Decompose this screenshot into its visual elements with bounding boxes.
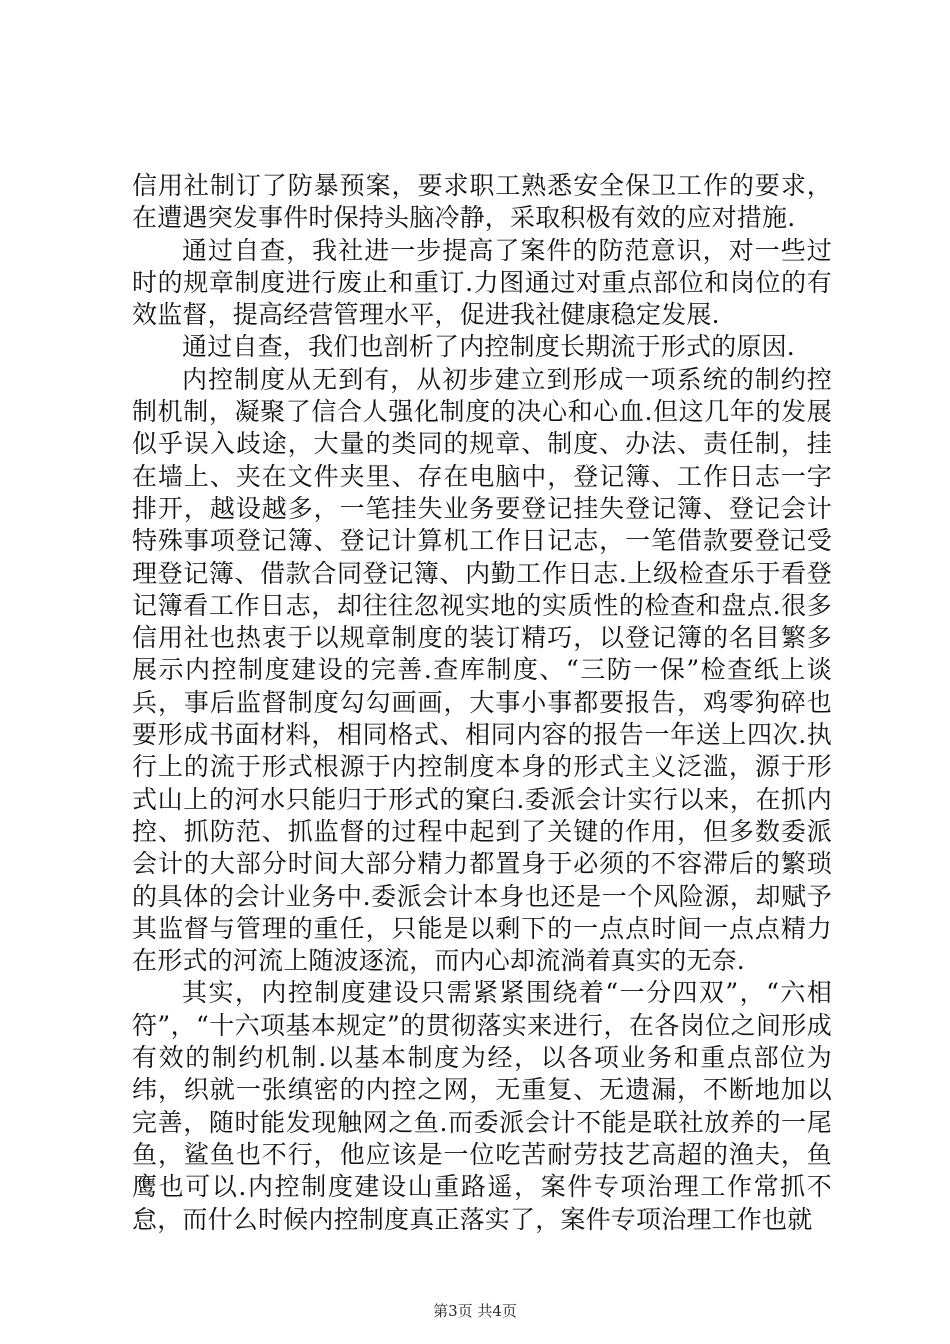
- page-number-footer: 第3页 共4页: [433, 1302, 517, 1320]
- paragraph-2: 通过自查，我社进一步提高了案件的防范意识，对一些过时的规章制度进行废止和重订.力图通过对重点部位和岗位的有效监督，提高经营管理水平，促进我社健康稳定发展.: [132, 235, 832, 330]
- paragraph-1: 信用社制订了防暴预案，要求职工熟悉安全保卫工作的要求，在遭遇突发事件时保持头脑冷静，采取积极有效的应对措施.: [132, 171, 832, 233]
- paragraph-3: 通过自查，我们也剖析了内控制度长期流于形式的原因.: [182, 332, 795, 362]
- paragraph-5: 其实，内控制度建设只需紧紧围绕着“一分四双”，“六相符”，“十六项基本规定”的贯彻落实来进行，在各岗位之间形成有效的制约机制.以基本制度为经，以各项业务和重点部位为纬，织就一张缜密的内控之网，无重复、无遗漏，不断地加以完善，随时能发现触网之鱼.而委派会计不能是联社放养的一尾鱼，鲨鱼也不行，他应该是一位吃苦耐劳技艺高超的渔夫，鱼鹰也可以.内控制度建设山重路遥，案件专项治理工作常抓不怠，而什么时候内控制度真正落实了，案件专项治理工作也就: [132, 978, 832, 1234]
- document-body: [132, 170, 832, 1236]
- paragraph-4: 内控制度从无到有，从初步建立到形成一项系统的制约控制机制，凝聚了信合人强化制度的决心和心血.但这几年的发展似乎误入歧途，大量的类同的规章、制度、办法、责任制，挂在墙上、夹在文件夹里、存在电脑中，登记簿、工作日志一字排开，越设越多，一笔挂失业务要登记挂失登记簿、登记会计特殊事项登记簿、登记计算机工作日记志，一笔借款要登记受理登记簿、借款合同登记簿、内勤工作日志.上级检查乐于看登记簿看工作日志，却往往忽视实地的实质性的检查和盘点.很多信用社也热衷于以规章制度的装订精巧，以登记簿的名目繁多展示内控制度建设的完善.查库制度、“三防一保”检查纸上谈兵，事后监督制度勾勾画画，大事小事都要报告，鸡零狗碎也要形成书面材料，相同格式、相同内容的报告一年送上四次.执行上的流于形式根源于内控制度本身的形式主义泛滥，源于形式山上的河水只能归于形式的窠臼.委派会计实行以来，在抓内控、抓防范、抓监督的过程中起到了关键的作用，但多数委派会计的大部分时间大部分精力都置身于必须的不容滞后的繁琐的具体的会计业务中.委派会计本身也还是一个风险源，却赋予其监督与管理的重任，只能是以剩下的一点点时间一点点精力在形式的河流上随波逐流，而内心却流淌着真实的无奈.: [132, 364, 832, 976]
